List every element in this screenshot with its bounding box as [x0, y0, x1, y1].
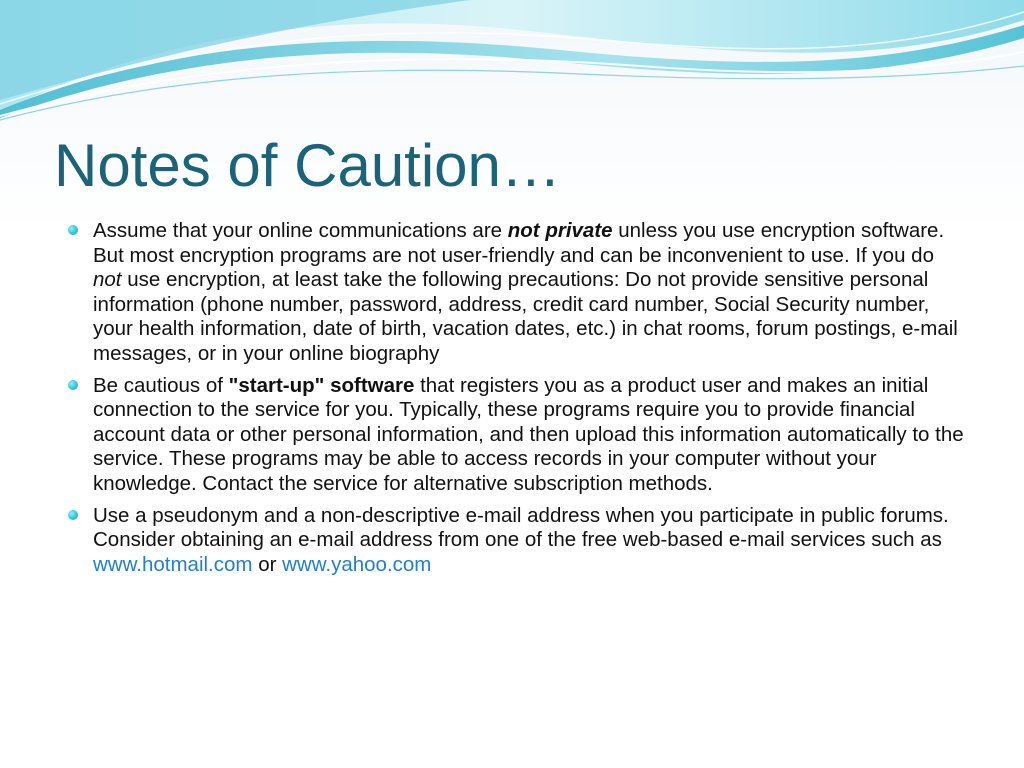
bullet-text: that registers you as a product user and makes an initial connection to the service for you. Typically, these programs require you to provide financial account data or other personal information, and then upload this information automatically to the service. These programs may be able to access records in your computer without your knowledge. Contact the service for alternative subscription methods.: [93, 373, 964, 495]
bullet-emphasis: not: [93, 268, 122, 292]
bullet-dot-icon: [68, 225, 78, 235]
bullet-emphasis: not private: [507, 219, 613, 242]
hotmail-link[interactable]: www.hotmail.com: [93, 552, 253, 576]
bullet-text: unless you use encryption software. But most encryption programs are not user-friendly and can be inconvenient to use. If you do: [93, 219, 945, 267]
bullet-dot-icon: [68, 510, 78, 520]
bullet-text: use encryption, at least take the following precautions: Do not provide sensitive personal information (phone number, password, address, credit card number, Social Security number, your health information, date of birth, vacation dates, etc.) in chat rooms, forum postings, e-mail messages, or in your online biography: [93, 268, 958, 365]
bullet-list: [68, 219, 968, 584]
slide-title: Notes of Caution…: [54, 132, 561, 199]
bullet-text: or: [252, 552, 283, 576]
bullet-item: [68, 374, 968, 497]
yahoo-link[interactable]: www.yahoo.com: [282, 552, 432, 576]
bullet-emphasis: "start-up" software: [228, 373, 415, 397]
bullet-item: [68, 219, 968, 367]
header-wave-decoration: [0, 0, 1024, 125]
bullet-text: Assume that your online communications are: [93, 219, 508, 242]
bullet-text: Be cautious of: [93, 373, 229, 397]
bullet-item: [68, 504, 968, 578]
bullet-dot-icon: [68, 380, 78, 390]
bullet-text: Use a pseudonym and a non-descriptive e-mail address when you participate in public forums. Consider obtaining an e-mail address from one of the free web-based e-mail services such as: [93, 503, 949, 552]
